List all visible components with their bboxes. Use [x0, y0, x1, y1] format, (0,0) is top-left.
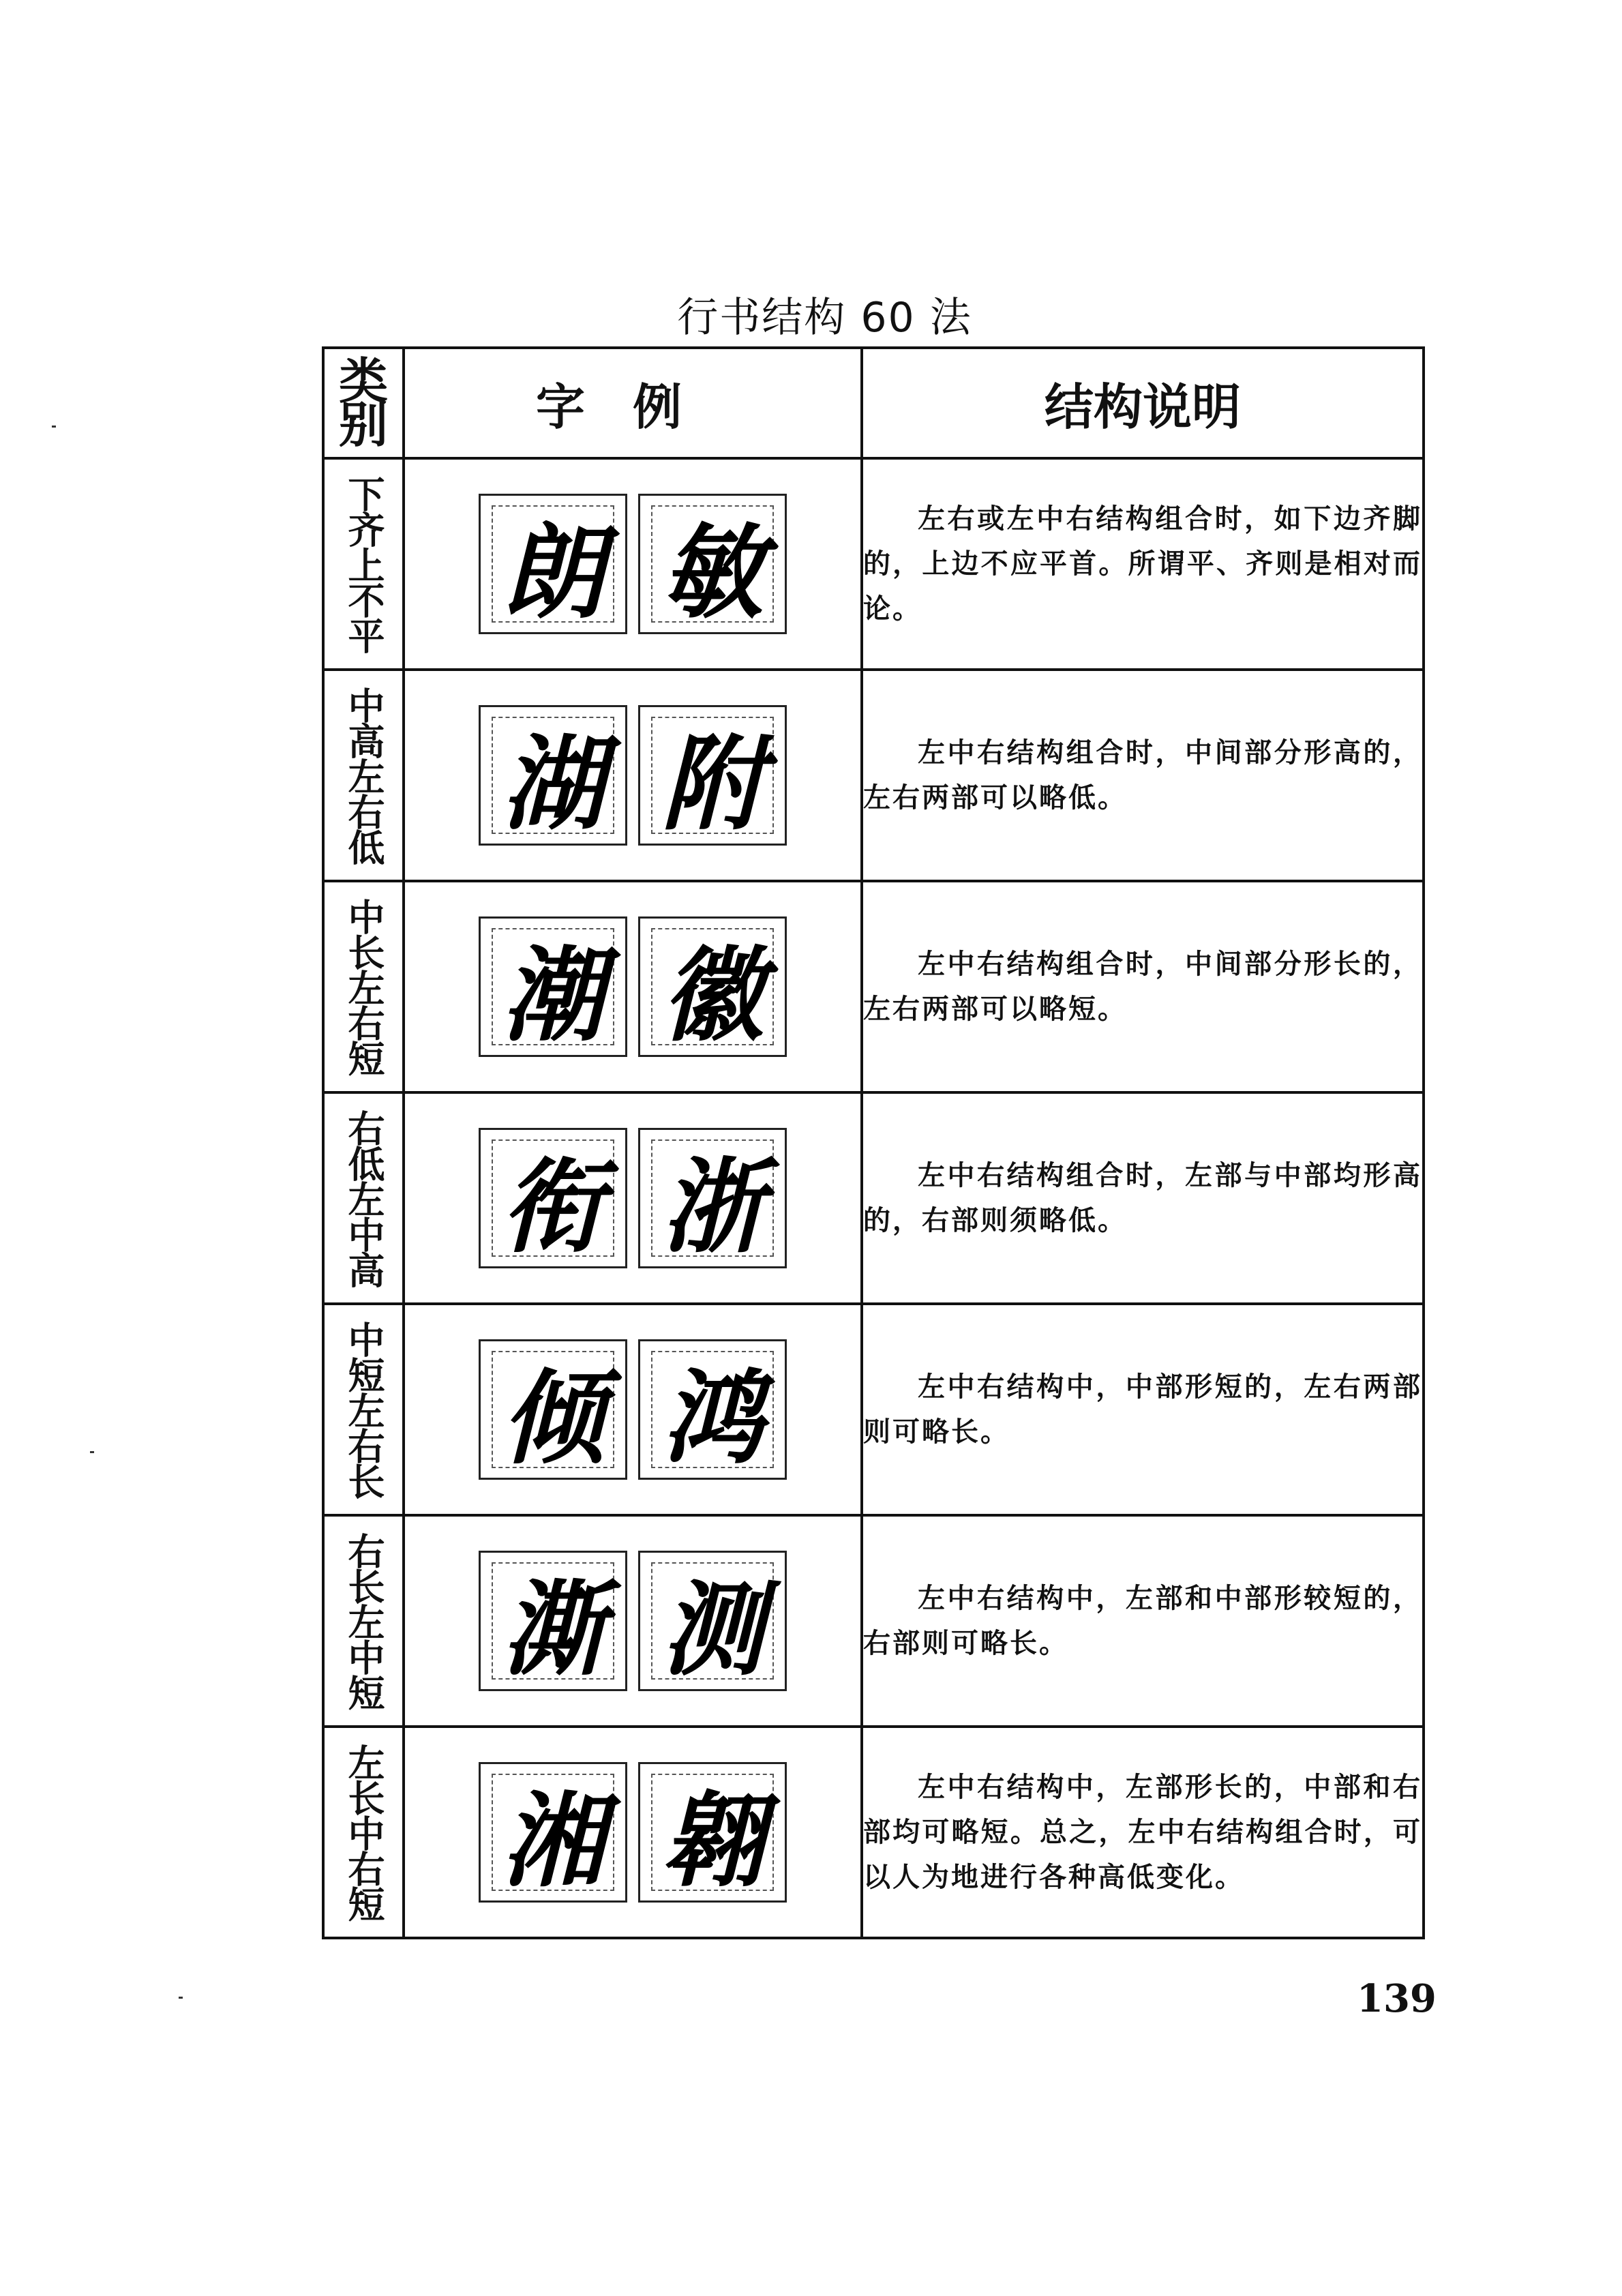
table-row — [323, 1515, 1424, 1727]
scan-speck — [52, 426, 56, 428]
example-glyph: 潮 — [501, 936, 604, 1056]
example-glyph: 附 — [661, 724, 764, 844]
row-examples — [404, 1092, 862, 1304]
row-description: 左中右结构中，中部形短的，左右两部则可略长。 — [862, 1304, 1424, 1515]
row-description: 左中右结构组合时，中间部分形高的，左右两部可以略低。 — [862, 670, 1424, 881]
row-description: 左中右结构组合时，中间部分形长的，左右两部可以略短。 — [862, 881, 1424, 1092]
row-description: 左中右结构中，左部形长的，中部和右部均可略短。总之，左中右结构组合时，可以人为地进行各种高低变化。 — [862, 1727, 1424, 1938]
example-glyph: 浙 — [661, 1147, 764, 1267]
example-glyph: 敏 — [661, 513, 764, 633]
example-glyph-box — [638, 1762, 787, 1903]
table-row — [323, 1092, 1424, 1304]
row-examples — [404, 1727, 862, 1938]
row-examples — [404, 1515, 862, 1727]
example-glyph-box — [638, 494, 787, 634]
example-glyph: 倾 — [501, 1358, 604, 1478]
structure-table — [322, 346, 1425, 1939]
header-examples: 字例 — [404, 348, 862, 458]
row-examples — [404, 670, 862, 881]
example-glyph: 澌 — [501, 1570, 604, 1690]
row-category: 右长左中短 — [323, 1515, 404, 1727]
table-row — [323, 670, 1424, 881]
example-glyph: 徽 — [661, 936, 764, 1056]
row-category: 左长中右短 — [323, 1727, 404, 1938]
example-glyph-box — [638, 916, 787, 1057]
example-glyph-box — [638, 1339, 787, 1480]
row-category: 中长左右短 — [323, 881, 404, 1092]
example-glyph-box — [479, 916, 627, 1057]
row-category: 中短左右长 — [323, 1304, 404, 1515]
row-examples — [404, 458, 862, 670]
scan-speck — [90, 1451, 94, 1453]
example-glyph-box — [479, 1762, 627, 1903]
example-glyph: 湘 — [501, 1781, 604, 1901]
row-description: 左右或左中右结构组合时，如下边齐脚的，上边不应平首。所谓平、齐则是相对而论。 — [862, 458, 1424, 670]
row-description: 左中右结构组合时，左部与中部均形高的，右部则须略低。 — [862, 1092, 1424, 1304]
table-header-row — [323, 348, 1424, 458]
example-glyph: 朗 — [501, 513, 604, 633]
example-glyph: 测 — [661, 1570, 764, 1690]
example-glyph: 鸿 — [661, 1358, 764, 1478]
row-category: 右低左中高 — [323, 1092, 404, 1304]
example-glyph-box — [479, 705, 627, 846]
example-glyph-box — [479, 1128, 627, 1268]
example-glyph: 衔 — [501, 1147, 604, 1267]
table-row — [323, 881, 1424, 1092]
table-row — [323, 458, 1424, 670]
example-glyph: 翱 — [661, 1781, 764, 1901]
row-examples — [404, 1304, 862, 1515]
example-glyph-box — [638, 1128, 787, 1268]
example-glyph-box — [479, 1551, 627, 1691]
row-description: 左中右结构中，左部和中部形较短的，右部则可略长。 — [862, 1515, 1424, 1727]
example-glyph-box — [638, 1551, 787, 1691]
page-number: 139 — [1357, 1976, 1437, 2021]
page-title: 行书结构 60 法 — [677, 294, 972, 342]
header-description: 结构说明 — [862, 348, 1424, 458]
scan-speck — [179, 1997, 183, 1999]
example-glyph: 湖 — [501, 724, 604, 844]
table-row — [323, 1304, 1424, 1515]
example-glyph-box — [638, 705, 787, 846]
row-category: 下齐上不平 — [323, 458, 404, 670]
row-category: 中高左右低 — [323, 670, 404, 881]
header-category: 类别 — [323, 348, 404, 458]
example-glyph-box — [479, 494, 627, 634]
row-examples — [404, 881, 862, 1092]
example-glyph-box — [479, 1339, 627, 1480]
table-row — [323, 1727, 1424, 1938]
